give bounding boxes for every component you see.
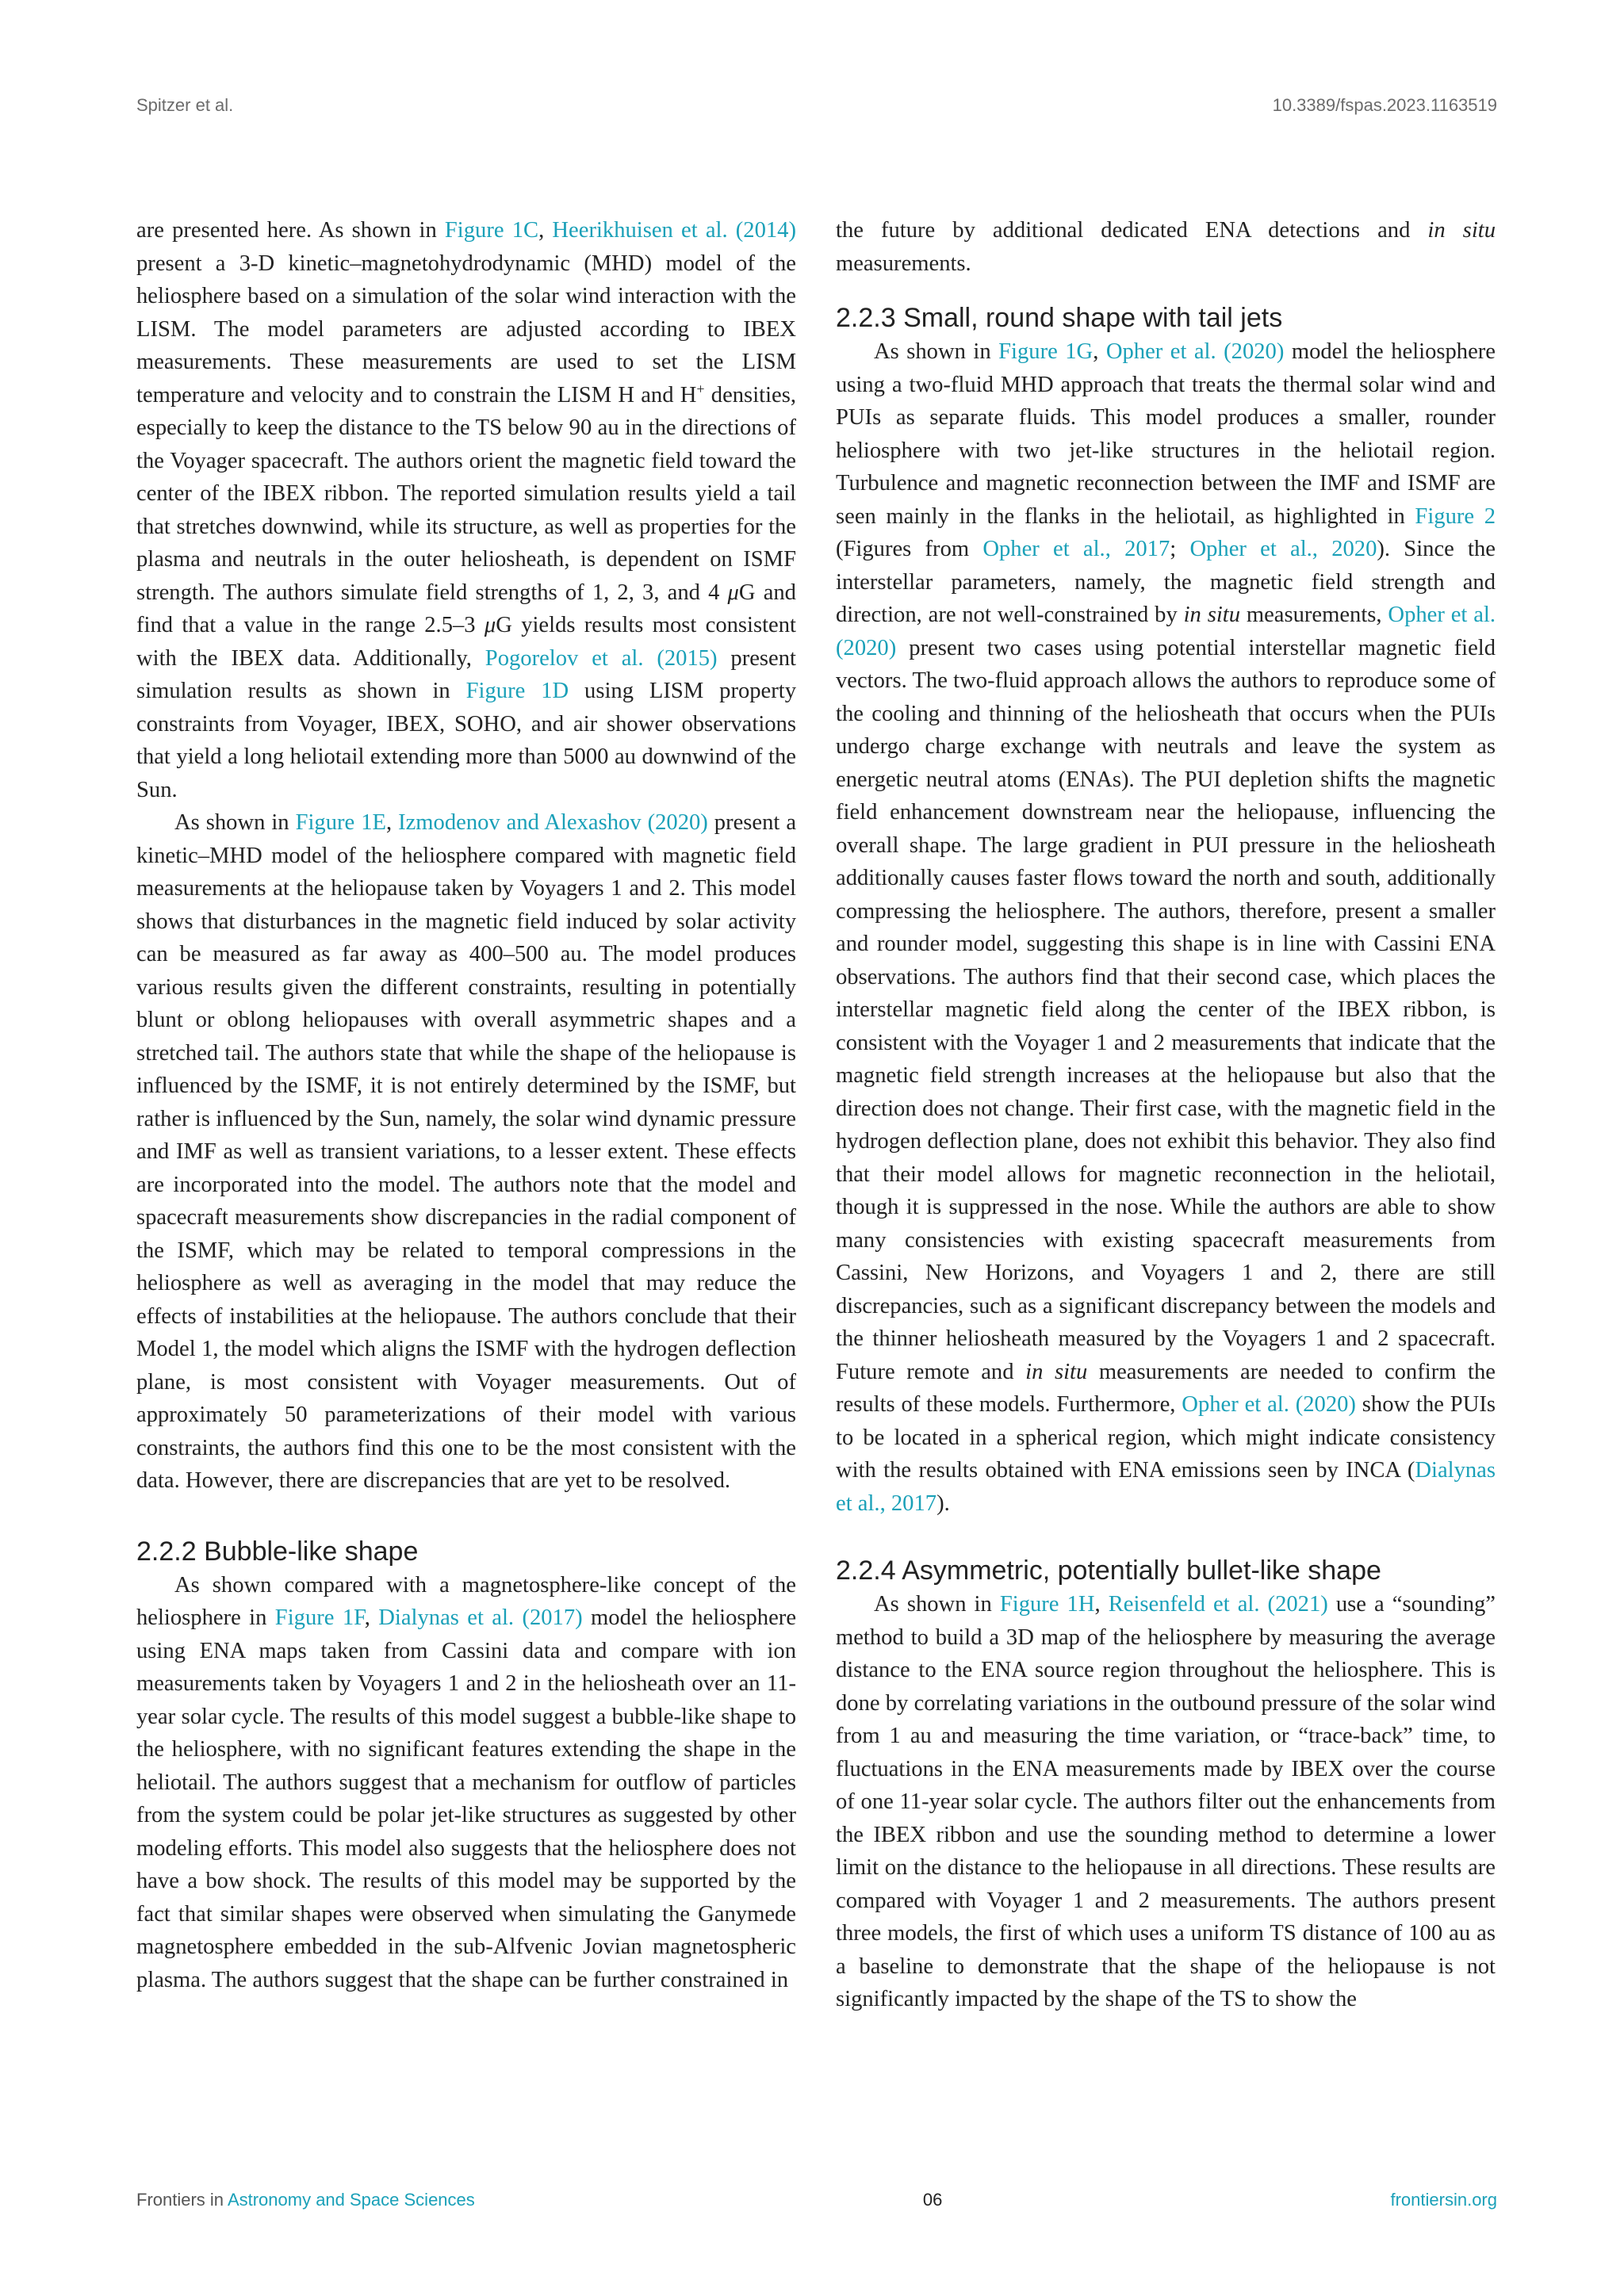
link-dialynas-2017[interactable]: Dialynas et al. (2017) (378, 1605, 583, 1630)
link-opher-2020[interactable]: Opher et al. (2020) (1105, 339, 1285, 364)
paragraph-izmodenov: As shown in Figure 1E, Izmodenov and Alexashov (2020) present a kinetic–MHD model of the heliosphere compared with magnetic field measurements at the heliopause taken by Voyagers 1 and 2. This model shows that disturbances in the magnetic field induced by solar activity can be measured as far away as 400–500 au. The model produces various results given the different constraints, resulting in potentially blunt or oblong heliopauses with overall asymmetric shapes and a stretched tail. The authors state that while the shape of the heliopause is influenced by the ISMF, it is not entirely determined by the ISMF, but rather is influenced by the Sun, namely, the solar wind dynamic pressure and IMF as well as transient variations, to a lesser extent. These effects are incorporated into the model. The authors note that the model and spacecraft measurements show discrepancies in the radial component of the ISMF, which may be related to temporal compressions in the heliosphere as well as averaging in the model that may reduce the effects of instabilities at the heliopause. The authors conclude that their Model 1, the model which aligns the ISMF with the hydrogen deflection plane, is most consistent with Voyager measurements. Out of approximately 50 parameterizations of their model with various constraints, the authors find this one to be the most consistent with the data. However, there are discrepancies that are yet to be resolved. (136, 810, 797, 1493)
section-heading-2-2-4: 2.2.4 Asymmetric, potentially bullet-like shape (836, 1556, 1381, 1586)
link-figure-1g[interactable]: Figure 1G (998, 339, 1094, 364)
paragraph-opher: As shown in Figure 1G, Opher et al. (2020) model the heliosphere using a two-fluid MHD approach that treats the thermal solar wind and PUIs as separate fluids. This model produces a smaller, rounder heliosphere with two jet-like structures in the heliotail region. Turbulence and magnetic reconnection between the IMF and ISMF are seen mainly in the flanks in the heliotail, as highlighted in Figure 2 (Figures from Opher et al., 2017; Opher et al., 2020). Since the interstellar parameters, namely, the magnetic field strength and direction, are not well-constrained by in situ measurements, Opher et al. (2020) present two cases using potential interstellar magnetic field vectors. The two-fluid approach allows the authors to reproduce some of the cooling and thinning of the heliosheath that occurs when the PUIs undergo charge exchange with neutrals and leave the system as energetic neutral atoms (ENAs). The PUI depletion shifts the magnetic field enhancement downstream near the heliopause, influencing the overall shape. The large gradient in PUI pressure in the heliosheath additionally causes faster flows toward the north and south, additionally compressing the heliosphere. The authors, therefore, present a smaller and rounder model, suggesting this shape is in line with Cassini ENA observations. The authors find that their second case, which places the interstellar magnetic field along the center of the IBEX ribbon, is consistent with the Voyager 1 and 2 measurements that indicate that the magnetic field strength increases at the heliopause but also that the direction does not change. Their first case, with the magnetic field in the hydrogen deflection plane, does not exhibit this behavior. They also find that their model allows for magnetic reconnection in the heliotail, though it is suppressed in the nose. While the authors are able to show many consistencies with existing spacecraft measurements from Cassini, New Horizons, and Voyagers 1 and 2, there are still discrepancies, such as a significant discrepancy between the models and the thinner heliosheath measured by the Voyagers 1 and 2 spacecraft. Future remote and in situ measurements are needed to confirm the results of these models. Furthermore, Opher et al. (2020) show the PUIs to be located in a spherical region, which might indicate consistency with the results obtained with ENA emissions seen by INCA (Dialynas et al., 2017). (836, 339, 1496, 1516)
link-opher-2020-b[interactable]: Opher et al., 2020 (1189, 537, 1377, 561)
left-column (136, 214, 796, 1996)
section-heading-2-2-2: 2.2.2 Bubble-like shape (136, 1536, 419, 1567)
site-link[interactable]: frontiersin.org (1390, 2190, 1497, 2210)
link-figure-1d[interactable]: Figure 1D (465, 679, 569, 703)
link-figure-1h[interactable]: Figure 1H (999, 1592, 1095, 1617)
journal-link[interactable]: Astronomy and Space Sciences (227, 2190, 475, 2210)
link-figure-1c[interactable]: Figure 1C (444, 218, 539, 243)
footer (136, 2190, 1497, 2210)
link-reisenfeld-2021[interactable]: Reisenfeld et al. (2021) (1108, 1592, 1328, 1617)
link-opher-2020-d[interactable]: Opher et al. (2020) (1182, 1392, 1356, 1417)
link-heerikhuisen-2014[interactable]: Heerikhuisen et al. (2014) (552, 218, 796, 243)
header-doi: 10.3389/fspas.2023.1163519 (1272, 95, 1497, 115)
paragraph-dialynas: As shown compared with a magnetosphere-like concept of the heliosphere in Figure 1F, Dialynas et al. (2017) model the heliosphere using ENA maps taken from Cassini data and compare with ion measurements taken by Voyagers 1 and 2 in the heliosheath over an 11-year solar cycle. The results of this model suggest a bubble-like shape to the heliosphere, with no significant features extending the shape in the heliotail. The authors suggest that a mechanism for outflow of particles from the system could be polar jet-like structures as suggested by other modeling efforts. This model also suggests that the heliosphere does not have a bow shock. The results of this model may be supported by the fact that similar shapes were observed when simulating the Ganymede magnetosphere embedded in the sub-Alfvenic Jovian magnetospheric plasma. The authors suggest that the shape can be further constrained in (136, 1572, 797, 1992)
link-opher-2020-c[interactable]: Opher et al. (2020) (836, 603, 1496, 660)
link-dialynas-2017-b[interactable]: Dialynas et al., 2017 (836, 1458, 1496, 1516)
journal-name: Frontiers in Astronomy and Space Sciences (136, 2190, 475, 2210)
link-izmodenov-2020[interactable]: Izmodenov and Alexashov (2020) (398, 810, 708, 835)
right-column (836, 214, 1496, 2016)
link-opher-2017[interactable]: Opher et al., 2017 (982, 537, 1170, 561)
running-head (136, 95, 1497, 116)
link-figure-2[interactable]: Figure 2 (1415, 503, 1496, 529)
header-authors: Spitzer et al. (136, 95, 234, 115)
link-figure-1e[interactable]: Figure 1E (295, 810, 386, 835)
section-heading-2-2-3: 2.2.3 Small, round shape with tail jets (836, 303, 1283, 333)
paragraph-heerikhuisen: are presented here. As shown in Figure 1C, Heerikhuisen et al. (2014) present a 3-D kinetic–magnetohydrodynamic (MHD) model of the heliosphere based on a simulation of the solar wind interaction with the LISM. The model parameters are adjusted according to IBEX measurements. These measurements are used to set the LISM temperature and velocity and to constrain the LISM H and H+ densities, especially to keep the distance to the TS below 90 au in the directions of the Voyager spacecraft. The authors orient the magnetic field toward the center of the IBEX ribbon. The reported simulation results yield a tail that stretches downwind, while its structure, as well as properties for the plasma and neutrals in the outer heliosheath, is dependent on ISMF strength. The authors simulate field strengths of 1, 2, 3, and 4 μG and find that a value in the range 2.5–3 μG yields results most consistent with the IBEX data. Additionally, Pogorelov et al. (2015) present simulation results as shown in Figure 1D using LISM property constraints from Voyager, IBEX, SOHO, and air shower observations that yield a long heliotail extending more than 5000 au downwind of the Sun. (136, 218, 797, 802)
paragraph-reisenfeld: As shown in Figure 1H, Reisenfeld et al. (2021) use a “sounding” method to build a 3D map of the heliosphere by measuring the average distance to the ENA source region throughout the heliosphere. This is done by correlating variations in the outbound pressure of the solar wind from 1 au and measuring the time variation, or “trace-back” time, to fluctuations in the ENA measurements made by IBEX over the course of one 11-year solar cycle. The authors filter out the enhancements from the IBEX ribbon and use the sounding method to determine a lower limit on the distance to the heliopause in all directions. These results are compared with Voyager 1 and 2 measurements. The authors present three models, the first of which uses a uniform TS distance of 100 au as a baseline to demonstrate that the shape of the heliopause is not significantly impacted by the shape of the TS to show the (836, 1592, 1496, 2011)
page-number: 06 (922, 2190, 943, 2210)
link-pogorelov-2015[interactable]: Pogorelov et al. (2015) (485, 645, 718, 671)
link-figure-1f[interactable]: Figure 1F (274, 1605, 365, 1630)
paragraph-continued: the future by additional dedicated ENA detections and in situ measurements. (836, 218, 1496, 276)
